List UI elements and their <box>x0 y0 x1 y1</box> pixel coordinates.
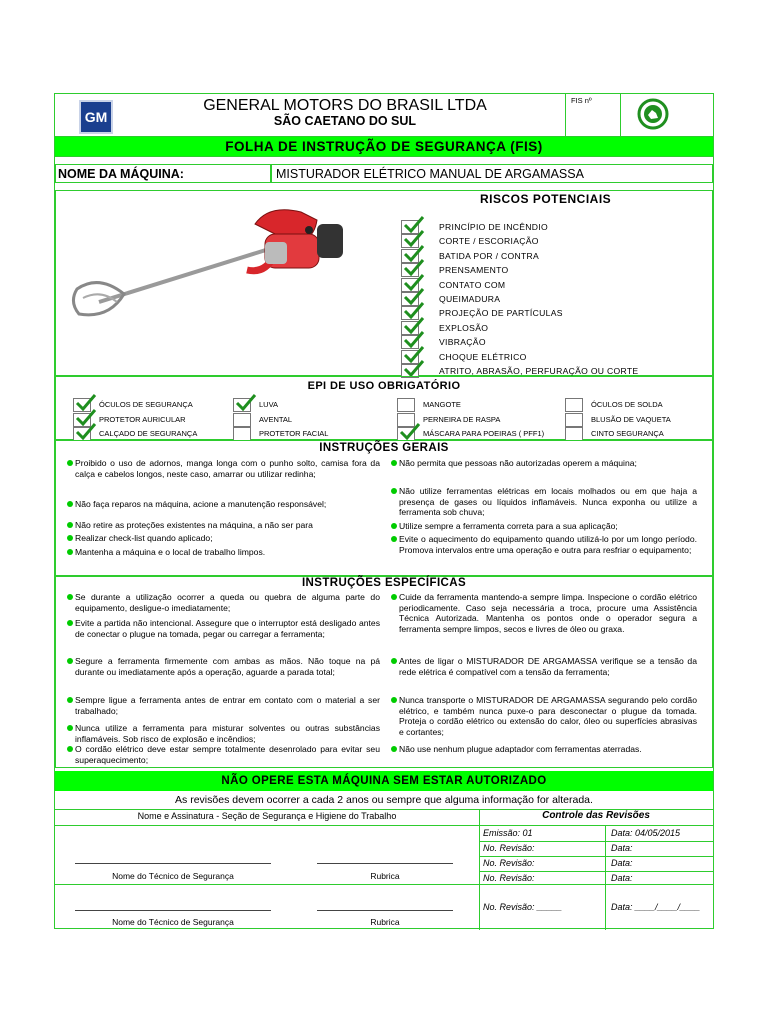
general-instruction-text: Evite o aquecimento do equipamento quando utilizá-lo por um longo período. Promova intervalos entre uma operação e outra para resfriar o equipamento; <box>399 534 697 555</box>
tech-signature-line-2 <box>75 910 271 911</box>
specific-title: INSTRUÇÕES ESPECÍFICAS <box>301 577 467 589</box>
fis-number-label: FIS nº <box>571 96 592 105</box>
general-instruction-text: Proibido o uso de adornos, manga longa com o punho solto, camisa fora da calça e cabelos longos, neste caso, amarrar ou utilizar redinha; <box>75 458 380 479</box>
epi-label: MANGOTE <box>423 400 461 409</box>
control-revision-cell: No. Revisão: <box>483 873 535 883</box>
bullet-dot-icon <box>67 522 73 528</box>
specific-instruction <box>75 592 380 613</box>
bullet-dot-icon <box>67 746 73 752</box>
control-date-cell: Data: <box>611 843 633 853</box>
risk-label: VIBRAÇÃO <box>439 337 486 348</box>
general-title: INSTRUÇÕES GERAIS <box>319 442 449 454</box>
risk-label: BATIDA POR / CONTRA <box>439 250 540 261</box>
specific-instruction-text: Se durante a utilização ocorrer a queda ou quebra de alguma parte do equipamento, desligue-o imediatamente; <box>75 592 380 613</box>
specific-instruction <box>399 744 697 755</box>
epi-checkbox[interactable] <box>233 427 251 441</box>
epi-label: PROTETOR AURICULAR <box>99 414 186 424</box>
bullet-dot-icon <box>67 594 73 600</box>
risk-label: CONTATO COM <box>439 279 506 290</box>
specific-instruction-text: Nunca transporte o MISTURADOR DE ARGAMASSA segurando pelo cordão elétrico, e também nunca puxe-o para desconectar o plugue da tomada. Proteja o cordão elétrico ou extensão do calor, óleo ou superfícies abrasivas e cortantes; <box>399 695 697 737</box>
control-date-cell: Data: <box>611 873 633 883</box>
machine-value-box <box>271 164 713 183</box>
company-city: SÃO CAETANO DO SUL <box>273 114 417 128</box>
specific-instruction-text: O cordão elétrico deve estar sempre totalmente desenrolado para evitar seu superaquecimento; <box>75 744 380 765</box>
specific-instruction-text: Antes de ligar o MISTURADOR DE ARGAMASSA verifique se a tensão da rede elétrica é compatível com a tensão da ferramenta; <box>399 656 697 677</box>
rubric-label-1: Rubrica <box>370 871 400 881</box>
control-date-cell: Data: <box>611 858 633 868</box>
epi-label: ÓCULOS DE SEGURANÇA <box>99 400 193 409</box>
control-row-divider <box>479 871 713 872</box>
risk-label: PROJEÇÃO DE PARTÍCULAS <box>439 308 563 319</box>
bullet-dot-icon <box>67 658 73 664</box>
epi-label: PROTETOR FACIAL <box>259 429 329 438</box>
gm-logo-text: GM <box>84 109 108 125</box>
general-instruction-text: Não retire as proteções existentes na máquina, a não ser para <box>75 520 313 530</box>
general-instruction <box>399 534 697 555</box>
control-row-divider <box>479 856 713 857</box>
control-date-cell: Data: ____/____/____ <box>611 902 701 912</box>
bullet-dot-icon <box>391 658 397 664</box>
specific-instruction <box>399 695 697 737</box>
epi-checkbox[interactable] <box>233 398 251 412</box>
bullet-dot-icon <box>67 697 73 703</box>
general-instruction <box>399 486 697 518</box>
general-instruction-text: Mantenha a máquina e o local de trabalho limpos. <box>75 547 266 557</box>
epi-checkbox[interactable] <box>73 427 91 441</box>
epi-title: EPI DE USO OBRIGATÓRIO <box>307 380 461 392</box>
epi-checkbox[interactable] <box>565 427 583 441</box>
bullet-dot-icon <box>391 697 397 703</box>
revision-note: As revisões devem ocorrer a cada 2 anos ou sempre que alguma informação for alterada. <box>175 794 593 806</box>
epi-label: AVENTAL <box>259 414 293 424</box>
risk-label: CORTE / ESCORIAÇÃO <box>439 236 539 247</box>
safety-sheet <box>54 93 714 929</box>
mortar-mixer-image <box>69 194 359 334</box>
specific-instruction <box>75 723 380 744</box>
specific-instruction <box>399 656 697 677</box>
machine-value: MISTURADOR ELÉTRICO MANUAL DE ARGAMASSA <box>276 167 584 181</box>
specific-instruction-text: Nunca utilize a ferramenta para misturar solventes ou outras substâncias inflamáveis. Sob risco de explosão e incêndios; <box>75 723 380 744</box>
general-instruction <box>75 547 380 558</box>
specific-instruction-text: Sempre ligue a ferramenta antes de entrar em contato com o material a ser trabalhado; <box>75 695 380 716</box>
risk-label: PRINCÍPIO DE INCÊNDIO <box>439 222 548 232</box>
gm-logo <box>79 100 113 134</box>
general-instruction <box>75 499 380 510</box>
general-instruction <box>75 533 380 544</box>
bullet-dot-icon <box>67 549 73 555</box>
epi-label: CINTO SEGURANÇA <box>591 429 664 438</box>
risk-label: ATRITO, ABRASÃO, PERFURAÇÃO OU CORTE <box>439 366 639 376</box>
epi-label: ÓCULOS DE SOLDA <box>591 400 663 409</box>
general-instruction <box>399 521 697 532</box>
bullet-dot-icon <box>391 523 397 529</box>
bullet-dot-icon <box>391 460 397 466</box>
epi-checkbox[interactable] <box>397 398 415 412</box>
machine-label-box <box>55 164 271 183</box>
specific-instruction-text: Segure a ferramenta firmemente com ambas as mãos. Não toque na pá durante ou imediatamente após a operação, aguarde a parada total; <box>75 656 380 677</box>
tech-name-label-2: Nome do Técnico de Segurança <box>112 917 234 927</box>
epi-checkbox[interactable] <box>233 413 251 427</box>
control-revision-cell: Emissão: 01 <box>483 828 533 838</box>
specific-instruction <box>75 744 380 765</box>
specific-instruction-text: Cuide da ferramenta mantendo-a sempre limpa. Inspecione o cordão elétrico periodicamente. Caso seja necessária a troca, procure uma Assistência Técnica Autorizada. Mantenha os pontos onde o operador segura a ferramenta sempre limpos, secos e livres de óleo ou graxa. <box>399 592 697 634</box>
bullet-dot-icon <box>67 725 73 731</box>
machine-label: NOME DA MÁQUINA: <box>58 167 184 181</box>
general-instruction-text: Utilize sempre a ferramenta correta para a sua aplicação; <box>399 521 618 531</box>
epi-label: LUVA <box>259 400 279 409</box>
environment-seal-icon <box>637 98 669 130</box>
bullet-dot-icon <box>67 501 73 507</box>
signature-header: Nome e Assinatura - Seção de Segurança e Higiene do Trabalho <box>137 811 397 821</box>
control-col-divider <box>605 826 606 930</box>
risks-title: RISCOS POTENCIAIS <box>480 192 612 206</box>
sheet-title: FOLHA DE INSTRUÇÃO DE SEGURANÇA (FIS) <box>55 137 713 156</box>
bullet-dot-icon <box>67 620 73 626</box>
control-title: Controle das Revisões <box>542 810 650 821</box>
risk-label: EXPLOSÃO <box>439 322 489 333</box>
bullet-dot-icon <box>391 594 397 600</box>
general-instruction-text: Não permita que pessoas não autorizadas operem a máquina; <box>399 458 637 468</box>
risk-label: PRENSAMENTO <box>439 265 509 276</box>
epi-label: CALÇADO DE SEGURANÇA <box>99 429 198 438</box>
general-instruction-text: Não faça reparos na máquina, acione a manutenção responsável; <box>75 499 327 509</box>
rubric-line-1 <box>317 863 453 864</box>
specific-instruction-text: Não use nenhum plugue adaptador com ferramentas aterradas. <box>399 744 642 754</box>
general-instruction <box>75 458 380 479</box>
specific-instruction <box>75 656 380 677</box>
epi-checkbox[interactable] <box>565 413 583 427</box>
specific-instruction <box>75 695 380 716</box>
risk-label: QUEIMADURA <box>439 294 501 304</box>
company-name: GENERAL MOTORS DO BRASIL LTDA <box>203 97 487 114</box>
rubric-label-2: Rubrica <box>370 917 400 927</box>
epi-label: MÁSCARA PARA POEIRAS ( PFF1) <box>423 429 545 438</box>
rubric-line-2 <box>317 910 453 911</box>
epi-label: BLUSÃO DE VAQUETA <box>591 414 671 424</box>
epi-checkbox[interactable] <box>565 398 583 412</box>
control-date-cell: Data: 04/05/2015 <box>611 828 681 838</box>
risk-label: CHOQUE ELÉTRICO <box>439 351 527 362</box>
general-instruction-text: Realizar check-list quando aplicado; <box>75 533 213 543</box>
general-instruction <box>75 520 380 531</box>
bullet-dot-icon <box>391 536 397 542</box>
specific-instruction <box>399 592 697 634</box>
bullet-dot-icon <box>67 460 73 466</box>
specific-instruction <box>75 618 380 639</box>
control-row-divider <box>479 884 713 885</box>
tech-signature-line-1 <box>75 863 271 864</box>
tech-name-label-1: Nome do Técnico de Segurança <box>112 871 234 881</box>
epi-checkbox[interactable] <box>397 427 415 441</box>
control-revision-cell: No. Revisão: <box>483 858 535 868</box>
bullet-dot-icon <box>391 488 397 494</box>
general-instruction-text: Não utilize ferramentas elétricas em locais molhados ou em que haja a presença de gases ou líquidos inflamáveis. Nunca exponha ou utilize a ferramenta sob chuva; <box>399 486 697 517</box>
control-revision-cell: No. Revisão: <box>483 843 535 853</box>
bullet-dot-icon <box>391 746 397 752</box>
epi-label: PERNEIRA DE RASPA <box>423 414 501 424</box>
control-row-divider <box>479 841 713 842</box>
general-instruction <box>399 458 697 469</box>
specific-instruction-text: Evite a partida não intencional. Assegure que o interruptor está desligado antes de conectar o plugue na tomada, pegar ou carregar a ferramenta; <box>75 618 380 639</box>
bullet-dot-icon <box>67 535 73 541</box>
control-revision-cell: No. Revisão: _____ <box>483 902 563 912</box>
warning-bar: NÃO OPERE ESTA MÁQUINA SEM ESTAR AUTORIZADO <box>55 771 713 791</box>
